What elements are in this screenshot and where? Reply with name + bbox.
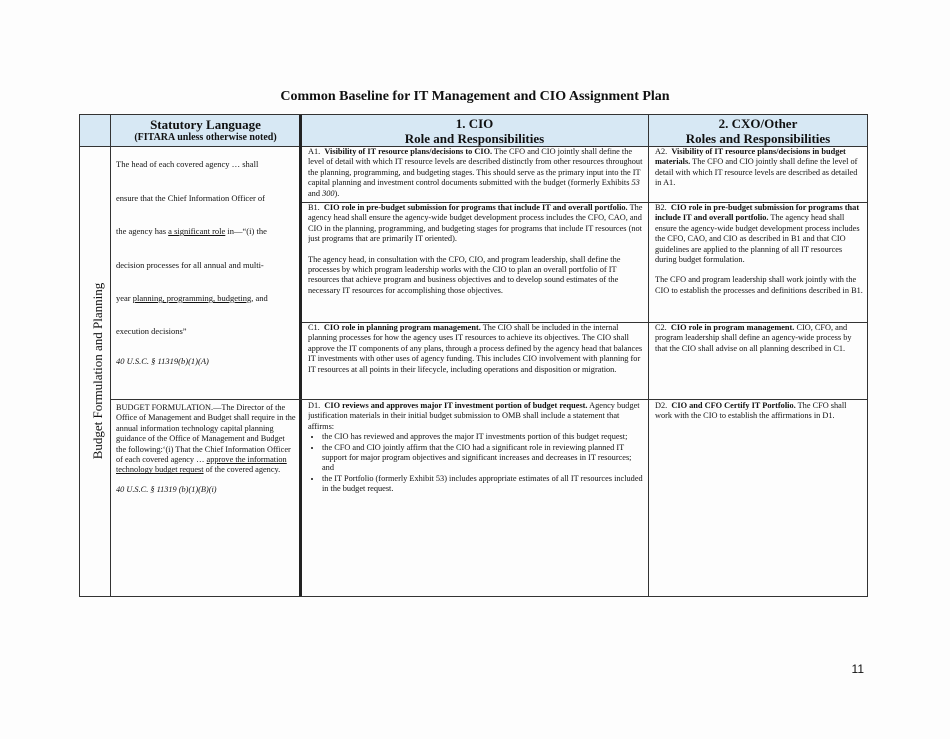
- page-number: 11: [851, 662, 864, 676]
- cio-column-divider: [648, 115, 649, 596]
- cxo-header: [649, 115, 867, 146]
- cxo-b2-cell: [655, 203, 865, 321]
- statutory-citation-1: 40 U.S.C. § 11319(b)(1)(A): [116, 356, 209, 366]
- list-item: • the CIO has reviewed and approves the major IT investments portion of this budget request;: [322, 432, 644, 442]
- cio-header: [301, 115, 648, 146]
- statutory-line-1: The head of each covered agency … shall: [116, 159, 259, 169]
- statutory-block-2-text: BUDGET FORMULATION.—The Director of the Office of Management and Budget shall require in the annual information technology capital planning guidance of the Office of Management and Budget the following:‘(i) That the Chief Information Officer of each covered agency … approve the information technology budget request of the covered agency.: [116, 403, 296, 475]
- cio-d1-bullets: [308, 432, 644, 494]
- cxo-b2-para-2: The CFO and program leadership shall work jointly with the CIO to establish the processes and definitions described in B1.: [655, 275, 863, 295]
- baseline-table: [79, 114, 868, 597]
- side-label: Budget Formulation and Planning: [90, 282, 105, 460]
- cio-header-sub: Role and Responsibilities: [404, 131, 545, 146]
- list-item: • the CFO and CIO jointly affirm that the CIO had a significant role in reviewing planned IT support for major program objectives and significant increases and decreases in IT resources; and: [322, 443, 644, 474]
- side-column-divider: [110, 115, 111, 596]
- planning-text: planning, programming, budgeting: [132, 293, 252, 303]
- cxo-c2-cell: C2. CIO role in program management. CIO, CFO, and program leadership shall define an agency-wide process by that the CIO shall advise on all planning described in C1.: [655, 323, 852, 353]
- significant-role-text: a significant role: [168, 226, 226, 236]
- cio-c1-cell: C1. CIO role in planning program management. The CIO shall be included in the internal planning processes for how the agency uses IT resources to achieve its objectives. The CIO shall approve the IT components of any plans, through a process defined by the agency head that balances IT investments with other uses of agency funding. This includes CIO involvement with planning for IT resources at all points in their lifecycle, including operations and disposition or migration.: [308, 323, 643, 374]
- cio-a1-cell: A1. Visibility of IT resource plans/decisions to CIO. The CFO and CIO jointly shall define the level of detail with which IT resource levels are described distinctly from other resources throughout the planning, programming, and budgeting stages. This should serve as the primary input into the IT capital planning and investment control documents submitted with the budget (formerly Exhibits 53 and 300).: [308, 147, 643, 198]
- statutory-line-5: year planning, programming, budgeting, and: [116, 293, 268, 303]
- statutory-header: [111, 115, 300, 146]
- cio-header-title: 1. CIO: [455, 116, 494, 131]
- cxo-d2-cell: D2. CIO and CFO Certify IT Portfolio. The CFO shall work with the CIO to establish the affirmations in D1.: [655, 401, 847, 421]
- statutory-block-2: [116, 403, 296, 543]
- statutory-citation-2: 40 U.S.C. § 11319 (b)(1)(B)(i): [116, 484, 217, 494]
- statutory-line-4: decision processes for all annual and multi-: [116, 260, 264, 270]
- page-title: Common Baseline for IT Management and CIO Assignment Plan: [280, 89, 670, 104]
- cio-b1-cell: [308, 203, 644, 321]
- cio-d1-intro: D1. CIO reviews and approves major IT investment portion of budget request. Agency budget justification materials in their initial budget submission to OMB shall include a statement that affirms:: [308, 401, 640, 431]
- cxo-a2-cell: A2. Visibility of IT resource plans/decisions in budget materials. The CFO and CIO jointly shall define the level of detail with which IT resource levels are described as detailed in A1.: [655, 147, 858, 188]
- cio-b1-para-2: The agency head, in consultation with the CFO, CIO, and program leadership, shall define the processes by which program leadership works with the CIO to plan an overall portfolio of IT resources that achieve program and business objectives and to develop sound estimates of the necessary IT resources for accomplishing those objectives.: [308, 254, 621, 295]
- list-item: • the IT Portfolio (formerly Exhibit 53) includes appropriate estimates of all IT resources included in the budget request.: [322, 474, 644, 495]
- statutory-column-divider: [299, 115, 302, 596]
- row-divider-c: [111, 399, 867, 400]
- statutory-line-2: ensure that the Chief Information Officer of: [116, 193, 266, 203]
- cxo-b2-para-1: B2. CIO role in pre-budget submission for programs that include IT and overall portfolio. The agency head shall ensure the agency-wide budget development process includes the CFO, CAO, and CIO as described in B1 and that CIO guidelines are applied to the planning of all IT resources during budget formulation.: [655, 203, 860, 265]
- cxo-header-sub: Roles and Responsibilities: [685, 131, 831, 146]
- statutory-header-sub: (FITARA unless otherwise noted): [134, 132, 277, 143]
- cio-b1-para-1: B1. CIO role in pre-budget submission for programs that include IT and overall portfolio. The agency head shall ensure the agency-wide budget development process includes the CFO, CAO, and CIO in the planning, programming, and budgeting stages for programs that include IT resources (not just programs that are primarily IT oriented).: [308, 203, 643, 244]
- cxo-header-title: 2. CXO/Other: [718, 116, 798, 131]
- statutory-block-1: [116, 159, 296, 389]
- statutory-header-title: Statutory Language: [150, 117, 261, 132]
- side-header-cell: [80, 115, 111, 146]
- cio-d1-cell: [308, 401, 644, 531]
- statutory-line-6: execution decisions”: [116, 326, 187, 336]
- statutory-line-3: the agency has a significant role in—“(i) the: [116, 226, 267, 236]
